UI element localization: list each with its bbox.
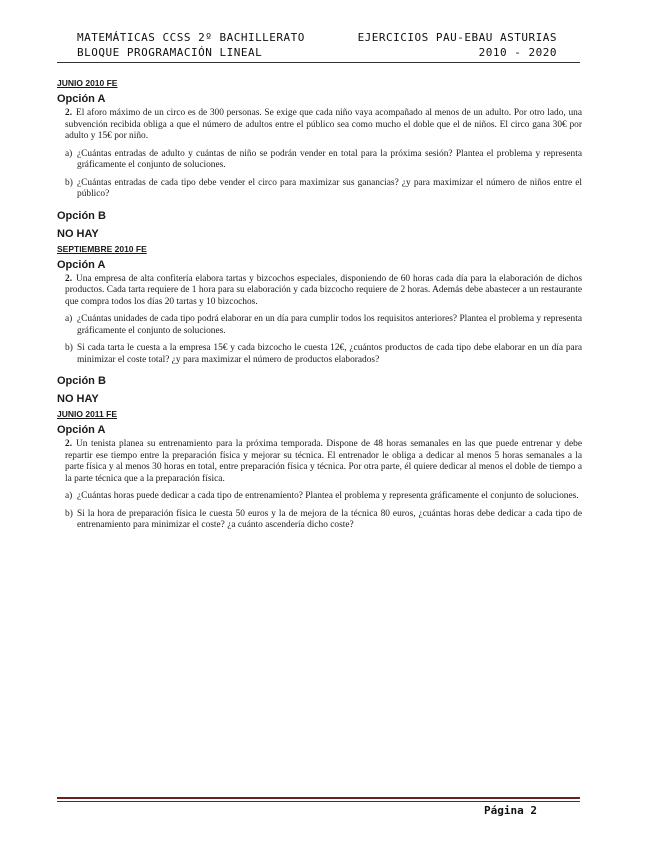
- question-a-text: ¿Cuántas horas puede dedicar a cada tipo de entrenamiento? Plantea el problema y representa gráficamente el conjunto de soluciones.: [77, 491, 579, 501]
- option-a-title: Opción A: [57, 258, 106, 271]
- question-a: [65, 314, 582, 337]
- header-divider: [57, 62, 580, 63]
- exercise-text: El aforo máximo de un circo es de 300 personas. Se exige que cada niño vaya acompañado al menos de un adulto. Por otro lado, una subvención recibida obliga a que el número de adultos entre el público sea como mucho el doble que el de niños. El circo gana 30€ por adulto y 15€ por niño.: [65, 108, 582, 141]
- footer-divider-thin: [57, 801, 580, 802]
- section-junio-2011: [57, 408, 582, 532]
- section-septiembre-2010: [57, 243, 582, 409]
- session-title: JUNIO 2010 FE: [57, 78, 118, 88]
- header-exam-title: EJERCICIOS PAU-EBAU ASTURIAS: [357, 31, 557, 44]
- exercise-number: 2.: [65, 439, 73, 449]
- option-b-none: NO HAY: [57, 227, 99, 240]
- exercise-text: Un tenista planea su entrenamiento para la próxima temporada. Dispone de 48 horas semanales en las que puede entrenar y debe repartir ese tiempo entre la preparación física y mejorar su técnica. El entrenador le obliga a dedicar al menos 5 horas semanales a la parte física y al menos 30 horas en total, entre preparación física y técnica. Por otra parte, él quiere dedicar al menos el doble de tiempo a la parte técnica que a la preparación física.: [65, 439, 582, 484]
- question-a: [65, 491, 582, 503]
- option-b-title: Opción B: [57, 209, 106, 222]
- document-body: [57, 77, 582, 538]
- question-a-label: a): [65, 491, 73, 501]
- option-a-title: Opción A: [57, 424, 106, 436]
- question-a-text: ¿Cuántas unidades de cada tipo podrá elaborar en un día para cumplir todos los requisitos anteriores? Plantea el problema y representa gráficamente el conjunto de soluciones.: [77, 314, 582, 336]
- question-b-text: Si la hora de preparación física le cuesta 50 euros y la de mejora de la técnica 80 euros, ¿cuántas horas debe dedicar a cada tipo de entrenamiento para minimizar el coste? ¿a cuánto ascendería dicho coste?: [77, 508, 582, 530]
- option-b-title: Opción B: [57, 375, 106, 387]
- exercise-text: Una empresa de alta confitería elabora tartas y bizcochos especiales, disponiendo de 60 horas cada día para la elaboración de dichos productos. Cada tarta requiere de 1 hora para su elaboración y cada bizcocho requiere de 2 horas. Además debe abastecer a un restaurante que compra todos los días 20 tartas y 10 bizcochos.: [65, 273, 582, 307]
- option-a-title: Opción A: [57, 93, 106, 105]
- question-b-label: b): [65, 343, 73, 353]
- footer-divider-thick: [57, 797, 580, 799]
- header-block: BLOQUE PROGRAMACIÓN LINEAL: [77, 46, 263, 59]
- question-b: [65, 178, 582, 201]
- question-a-text: ¿Cuántas entradas de adulto y cuántas de niño se podrán vender en total para la próxima sesión? Plantea el problema y representa gráficamente el conjunto de soluciones.: [77, 148, 582, 170]
- option-b-none: NO HAY: [57, 393, 99, 405]
- question-b: [65, 343, 582, 366]
- question-b-label: b): [65, 508, 73, 519]
- exercise-statement: [65, 274, 582, 309]
- exercise-number: 2.: [65, 273, 73, 284]
- header-years: 2010 - 2020: [478, 46, 557, 59]
- exercise-number: 2.: [65, 108, 73, 118]
- question-a-label: a): [65, 314, 73, 324]
- header-subject: MATEMÁTICAS CCSS 2º BACHILLERATO: [77, 31, 305, 44]
- exercise-statement: [65, 439, 582, 485]
- question-b-text: ¿Cuántas entradas de cada tipo debe vender el circo para maximizar sus ganancias? ¿y para maximizar el número de niños entre el público?: [77, 177, 582, 199]
- question-a: [65, 149, 582, 172]
- page-number: Página 2: [484, 804, 537, 817]
- section-junio-2010: [57, 77, 582, 243]
- question-b-text: Si cada tarta le cuesta a la empresa 15€ y cada bizcocho le cuesta 12€, ¿cuántos productos de cada tipo debe elaborar en un día para minimizar el coste total? ¿y para maximizar el número de productos elaborados?: [77, 343, 582, 365]
- header-left: [77, 30, 305, 60]
- exercise-statement: [65, 108, 582, 143]
- question-a-label: a): [65, 148, 73, 159]
- session-title: SEPTIEMBRE 2010 FE: [57, 243, 147, 254]
- session-title: JUNIO 2011 FE: [57, 409, 118, 419]
- header-right: [358, 30, 557, 60]
- question-b: [65, 509, 582, 532]
- question-b-label: b): [65, 177, 73, 188]
